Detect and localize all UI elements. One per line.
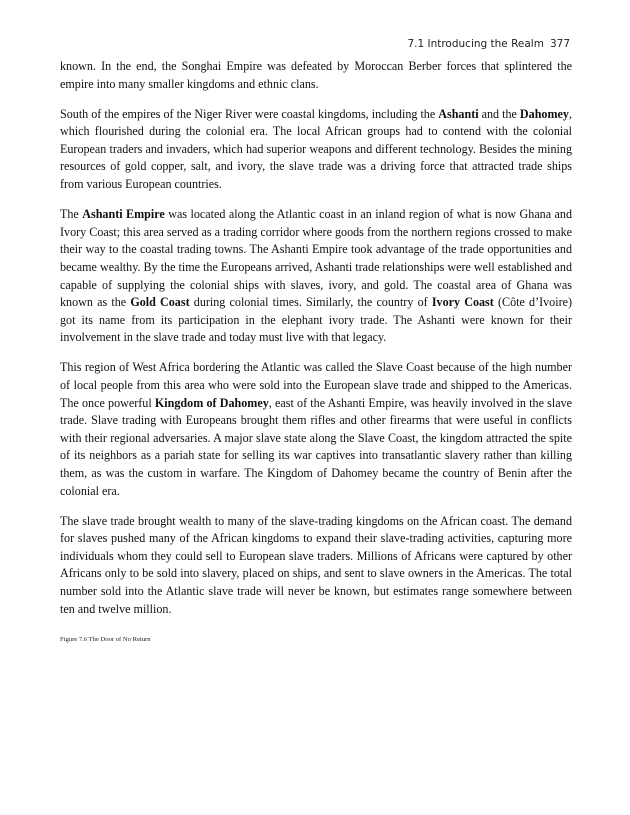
paragraph — [60, 513, 572, 619]
paragraph — [60, 206, 572, 347]
paragraph-text: during colonial times. Similarly, the country of — [189, 295, 432, 310]
figure-caption: Figure 7.6 The Door of No Return — [60, 635, 151, 643]
paragraph-text: known. In the end, the Songhai Empire was defeated by Moroccan Berber forces that splintered the empire into many smaller kingdoms and ethnic clans. — [60, 59, 572, 91]
paragraph — [60, 106, 572, 194]
bold-term: Kingdom of Dahomey — [154, 395, 269, 410]
bold-term: Ivory Coast — [431, 295, 494, 310]
paragraph-text: The slave trade brought wealth to many of the slave-trading kingdoms on the African coast. The demand for slaves pushed many of the African kingdoms to expand their slave-trading activities, capturing more individuals whom they could sell to European slave traders. Millions of Africans were captured by other Africans only to be sold into slavery, placed on ships, and sent to slave owners in the Americas. The total number sold into the Atlantic slave trade will never be known, but estimates range somewhere between ten and twelve million. — [60, 513, 572, 616]
bold-term: Ashanti — [438, 106, 479, 121]
section-title: 7.1 Introducing the Realm — [407, 38, 544, 50]
paragraph-text: , east of the Ashanti Empire, was heavily involved in the slave trade. Slave trading with Europeans brought them rifles and other firearms that were useful in conflicts with their regional adversaries. A major slave state along the Slave Coast, the kingdom attracted the spite of its neighbors as a pariah state for selling its war captives into transatlantic slavery rather than killing them, as was the custom in warfare. The Kingdom of Dahomey became the country of Benin after the colonial era. — [60, 395, 572, 498]
running-header — [407, 38, 570, 50]
paragraph-text: , which flourished during the colonial era. The local African groups had to contend with the colonial European traders and invaders, which had superior weapons and different technology. Besides the mining resources of gold copper, salt, and ivory, the slave trade was a driving force that attracted trade ships from various European countries. — [60, 106, 572, 192]
paragraph-text: (Côte d’Ivoire) got its name from its participation in the elephant ivory trade. The Ashanti were known for their involvement in the slave trade and today must live with that legacy. — [60, 295, 572, 345]
paragraph-text: and the — [478, 106, 520, 121]
page-number: 377 — [549, 38, 570, 50]
paragraph — [60, 359, 572, 500]
bold-term: Dahomey — [519, 106, 569, 121]
paragraph-text: South of the empires of the Niger River were coastal kingdoms, including the — [60, 106, 439, 121]
paragraph-text: The — [60, 207, 83, 222]
body-text — [60, 58, 572, 648]
paragraph — [60, 58, 572, 93]
paragraph-text: This region of West Africa bordering the Atlantic was called the Slave Coast because of the high number of local people from this area who were sold into the European slave trade and shipped to the Americas. The once powerful — [60, 360, 572, 410]
bold-term: Gold Coast — [130, 295, 190, 310]
bold-term: Ashanti Empire — [82, 207, 165, 222]
paragraph-text: was located along the Atlantic coast in an inland region of what is now Ghana and Ivory Coast; this area served as a trading corridor where goods from the northern regions crossed to make their way to the coastal trading towns. The Ashanti Empire took advantage of the trade opportunities and became wealthy. By the time the Europeans arrived, Ashanti trade relationships were well established and capable of supplying the colonial ships with slaves, ivory, and gold. The coastal area of Ghana was known as the — [60, 207, 573, 310]
